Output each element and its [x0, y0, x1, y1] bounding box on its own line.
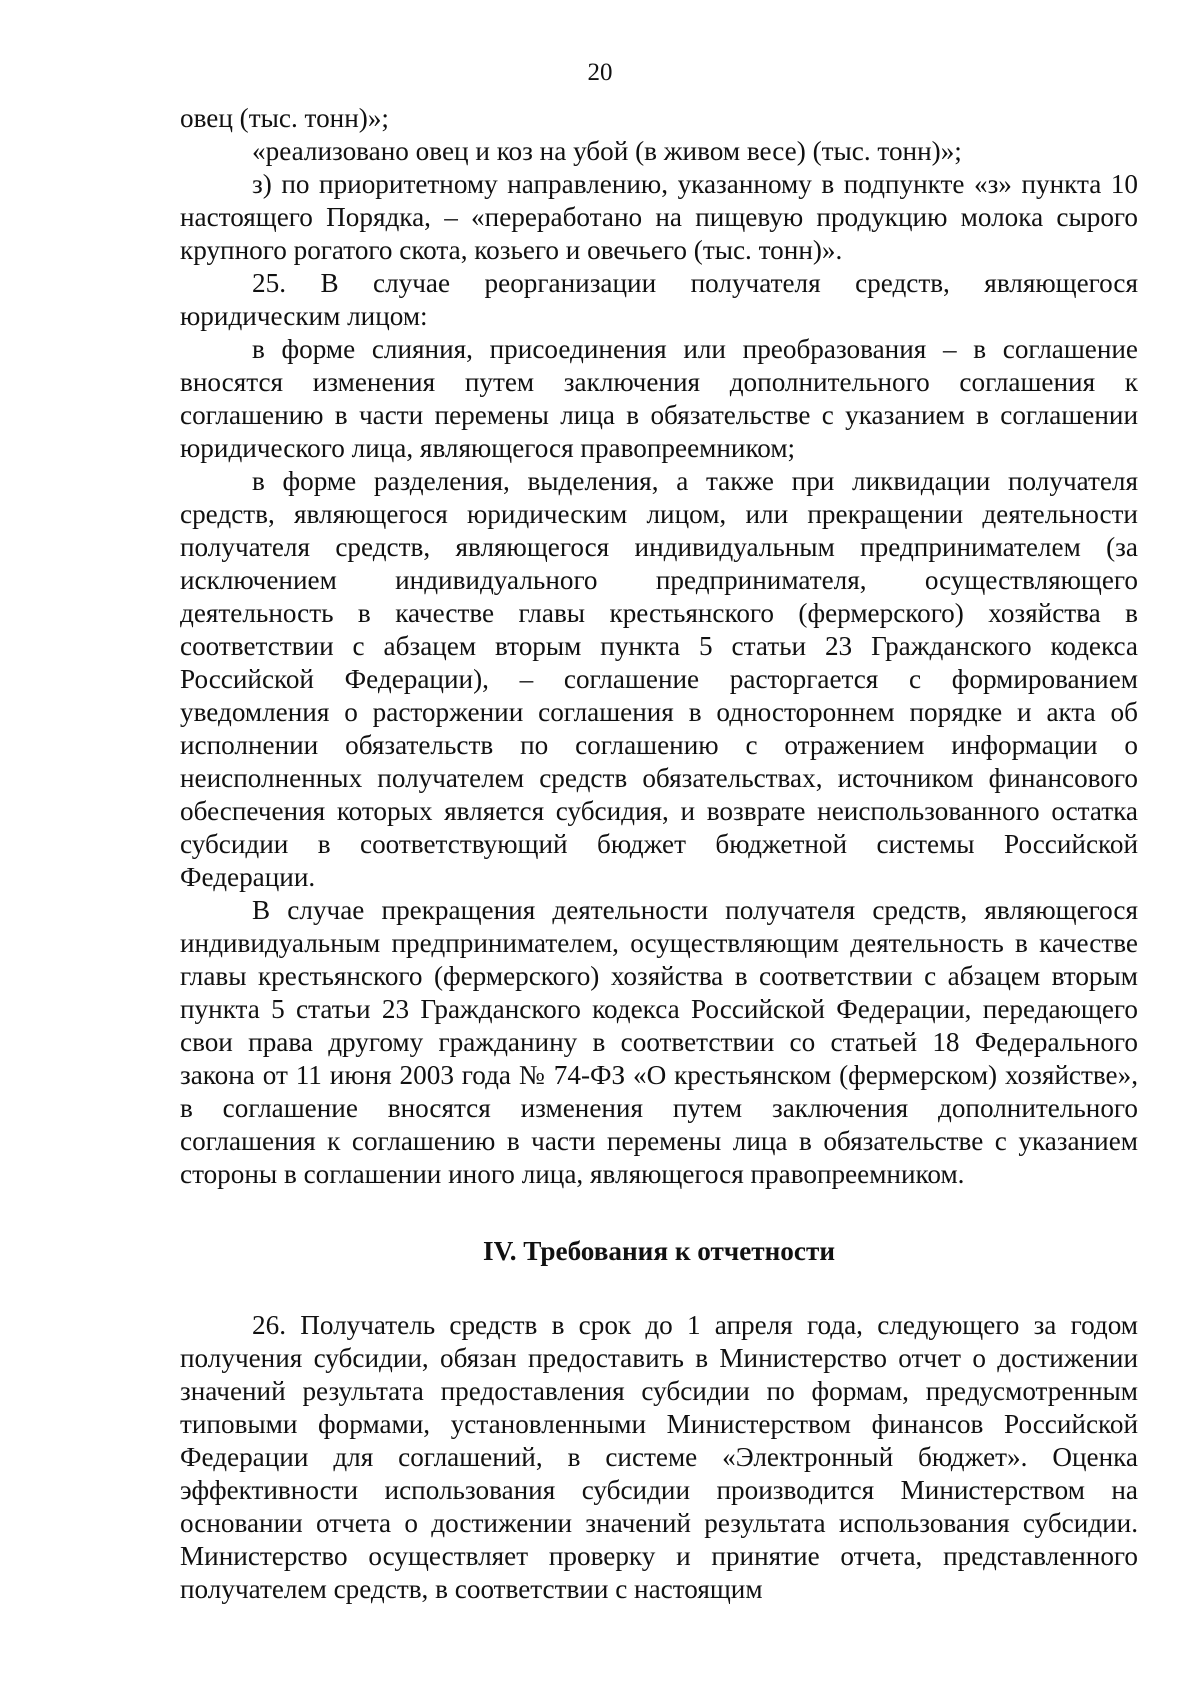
paragraph-division: в форме разделения, выделения, а также при ликвидации получателя средств, являющегося юридическим лицом, или прекращении деятельности получателя средств, являющегося индивидуальным предпринимателем (за исключением индивидуального предпринимателя, осуществляющего деятельность в качестве главы крестьянского (фермерского) хозяйства в соответствии с абзацем вторым пункта 5 статьи 23 Гражданского кодекса Российской Федерации), – соглашение расторгается с формированием уведомления о расторжении соглашения в одностороннем порядке и акта об исполнении обязательств по соглашению с отражением информации о неисполненных получателем средств обязательствах, источником финансового обеспечения которых является субсидия, и возврате неиспользованного остатка субсидии в соответствующий бюджет бюджетной системы Российской Федерации. — [180, 466, 1138, 892]
paragraph-subitem-z: з) по приоритетному направлению, указанному в подпункте «з» пункта 10 настоящего Порядка, – «переработано на пищевую продукцию молока сырого крупного рогатого скота, козьего и овечьего (тыс. тонн)». — [180, 169, 1138, 265]
paragraph-merger: в форме слияния, присоединения или преобразования – в соглашение вносятся изменения путем заключения дополнительного соглашения к соглашению в части перемены лица в обязательстве с указанием в соглашении юридического лица, являющегося правопреемником; — [180, 334, 1138, 463]
paragraph-26: 26. Получатель средств в срок до 1 апреля года, следующего за годом получения субсидии, обязан предоставить в Министерство отчет о достижении значений результата предоставления субсидии по формам, предусмотренным типовыми формами, установленными Министерством финансов Российской Федерации для соглашений, в системе «Электронный бюджет». Оценка эффективности использования субсидии производится Министерством на основании отчета о достижении значений результата использования субсидии. Министерство осуществляет проверку и принятие отчета, представленного получателем средств, в соответствии с настоящим — [180, 1310, 1138, 1604]
section-heading: IV. Требования к отчетности — [482, 1236, 835, 1266]
paragraph-continuation: овец (тыс. тонн)»; — [180, 103, 389, 133]
paragraph-25: 25. В случае реорганизации получателя средств, являющегося юридическим лицом: — [180, 268, 1138, 331]
paragraph-sold-sheep-goats: «реализовано овец и коз на убой (в живом весе) (тыс. тонн)»; — [252, 136, 962, 166]
document-body — [180, 102, 1138, 1606]
paragraph-termination: В случае прекращения деятельности получателя средств, являющегося индивидуальным предпринимателем, осуществляющим деятельность в качестве главы крестьянского (фермерского) хозяйства в соответствии с абзацем вторым пункта 5 статьи 23 Гражданского кодекса Российской Федерации, передающего свои права другому гражданину в соответствии со статьей 18 Федерального закона от 11 июня 2003 года № 74-ФЗ «О крестьянском (фермерском) хозяйстве», в соглашение вносятся изменения путем заключения дополнительного соглашения к соглашению в части перемены лица в обязательстве с указанием стороны в соглашении иного лица, являющегося правопреемником. — [180, 895, 1138, 1189]
page-number: 20 — [587, 59, 613, 86]
